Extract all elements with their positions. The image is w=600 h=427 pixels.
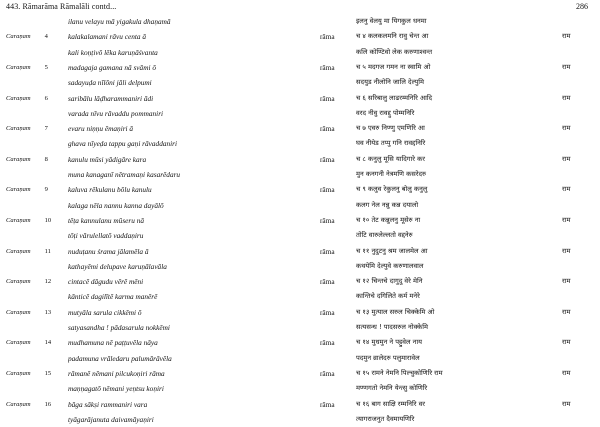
transliterated-line: cintacē dāgudu vērē mēni — [68, 277, 144, 287]
verse-row — [0, 14, 600, 29]
verse-row — [0, 335, 600, 350]
transliterated-line: rāmanē nēmani pilcukoṇiri rāma — [68, 368, 165, 378]
devanagari-line: वरद नीवु रावद्दु पोम्मनिरि — [356, 108, 415, 117]
devanagari-line: कथयेमि देल्पुवे करुणालवाल — [356, 261, 424, 270]
devanagari-line: कलि कोण्टिवो लेक करुणाश्वन्त — [356, 47, 433, 56]
devanagari-refrain: राम — [562, 154, 571, 163]
caranam-number: 4 — [44, 33, 48, 41]
devanagari-line: च १२ चिन्तचे दागुदु वेरे मेनि — [356, 277, 423, 286]
refrain-rama: rāma — [320, 307, 335, 317]
running-header: 443. Rāmarāma Rāmalāli contd... — [6, 2, 117, 11]
refrain-rama: rāma — [320, 32, 335, 42]
caranam-label — [6, 381, 62, 396]
caranam-number: 11 — [44, 247, 51, 255]
transliterated-line: kaluva rēkulanu bōlu kanulu — [68, 185, 152, 195]
transliterated-line: tēṭa kannulanu mūseru nā — [68, 215, 145, 225]
page-number: 286 — [576, 2, 588, 11]
devanagari-refrain: राम — [562, 399, 571, 408]
devanagari-line: च १६ बाग साक्षि रम्मनिरि वर — [356, 399, 426, 408]
caranam-word: Caraṇam — [6, 369, 31, 377]
transliterated-line: ilanu velayu mā yigakula dhaṇamā — [68, 17, 171, 26]
caranam-label — [6, 167, 62, 182]
verse-row — [0, 244, 600, 259]
devanagari-line: सत्यसन्ध ! पादसरुल नोक्केमि — [356, 323, 428, 331]
caranam-label — [6, 289, 62, 304]
refrain-rama: rāma — [320, 124, 335, 134]
transliterated-line: varada nīvu rāvaddu pommaniri — [68, 108, 164, 118]
devanagari-refrain: राम — [562, 185, 571, 194]
devanagari-line: च ७ एवरु निण्णु एमणिरि आ — [356, 124, 425, 133]
caranam-label — [6, 274, 62, 289]
transliterated-line: ghava nīyeḍa tappu gaṇi rāvaddaniri — [68, 139, 178, 149]
verse-row — [0, 91, 600, 106]
caranam-word: Caraṇam — [6, 155, 31, 163]
verse-row — [0, 274, 600, 289]
devanagari-line: च ५ मदगज गमन ना स्वामि ओ — [356, 62, 431, 71]
transliterated-line: sadayuḍa nīlōni jāli delpumi — [68, 78, 152, 88]
devanagari-line: च ६ सरिबालु लाढरम्मनिरि आदि — [356, 93, 433, 102]
devanagari-line: तोटि वारुलेल्लतो वद्दनेरु — [356, 231, 413, 240]
caranam-number: 10 — [44, 216, 52, 224]
caranam-word: Caraṇam — [6, 186, 31, 194]
devanagari-line: च १५ रामने नेमनि पिल्चुकोणिरि राम — [356, 368, 443, 377]
transliterated-line: muna kanaganī nētramaṇi kasarēdaru — [68, 170, 181, 179]
transliterated-line: madagaja gamana nā svāmi ō — [68, 62, 156, 72]
transliterated-line: bāga sākṣi rammaniri vara — [68, 399, 148, 409]
caranam-label — [6, 45, 62, 60]
verse-row — [0, 289, 600, 304]
caranam-label — [6, 60, 62, 75]
devanagari-line: इलनु वेलयु मा यिगकुल धनमा — [356, 17, 427, 25]
refrain-rama: rāma — [320, 185, 335, 195]
caranam-number: 9 — [44, 186, 48, 194]
caranam-label — [6, 259, 62, 274]
devanagari-line: च ११ नुदुटनु श्रम जालमेल आ — [356, 246, 428, 255]
devanagari-refrain: राम — [562, 277, 571, 286]
transliterated-line: satyasandha ! pādasarula nokkēmi — [68, 323, 170, 332]
devanagari-line: पदमुन व्रालेदरु पलुमारावेल — [356, 353, 420, 362]
devanagari-line: घव नीयेड तप्पु गनि रावद्दनिरि — [356, 139, 426, 148]
transliterated-line: saribālu lāḍharammaniri ādi — [68, 93, 154, 103]
caranam-number: 14 — [44, 339, 52, 347]
refrain-rama: rāma — [320, 338, 335, 348]
transliterated-line: kalakalamani rāvu centa ā — [68, 32, 147, 42]
refrain-rama: rāma — [320, 277, 335, 287]
refrain-rama: rāma — [320, 399, 335, 409]
transliterated-line: kathayēmi delupave karuṇālavāla — [68, 261, 167, 271]
caranam-word: Caraṇam — [6, 94, 31, 102]
verse-row — [0, 60, 600, 75]
verse-row — [0, 167, 600, 182]
verse-row — [0, 45, 600, 60]
devanagari-refrain: राम — [562, 246, 571, 255]
devanagari-line: मुन कनगनी नेत्रमणि कसरेदरु — [356, 170, 427, 178]
caranam-label — [6, 121, 62, 136]
caranam-word: Caraṇam — [6, 63, 31, 71]
caranam-word: Caraṇam — [6, 247, 31, 255]
caranam-word: Caraṇam — [6, 33, 31, 41]
caranam-label — [6, 198, 62, 213]
caranam-number: 15 — [44, 369, 52, 377]
transliterated-line: mutyāla sarula cikkēmi ō — [68, 307, 142, 317]
caranam-label — [6, 244, 62, 259]
refrain-rama: rāma — [320, 154, 335, 164]
devanagari-line: च ८ कनुलु मूसि यादिगारे कर — [356, 154, 425, 163]
verse-row — [0, 121, 600, 136]
caranam-label — [6, 397, 62, 412]
caranam-number: 7 — [44, 125, 48, 133]
verse-row — [0, 305, 600, 320]
devanagari-refrain: राम — [562, 93, 571, 102]
devanagari-refrain: राम — [562, 307, 571, 316]
caranam-label — [6, 29, 62, 44]
caranam-label — [6, 213, 62, 228]
caranam-word: Caraṇam — [6, 308, 31, 316]
verse-row — [0, 397, 600, 412]
verse-row — [0, 182, 600, 197]
caranam-label — [6, 320, 62, 335]
transliterated-line: nuduṭanu śrama jālamēla ā — [68, 246, 149, 256]
caranam-label — [6, 366, 62, 381]
caranam-number: 16 — [44, 400, 52, 408]
transliterated-line: tōṭi vārulellatō vaddaṇiru — [68, 231, 144, 241]
verse-row — [0, 152, 600, 167]
devanagari-line: मण्णगतो नेमनि येन्त्सु कोणिरि — [356, 384, 428, 393]
caranam-label — [6, 335, 62, 350]
verse-row — [0, 75, 600, 90]
verse-row — [0, 198, 600, 213]
caranam-word: Caraṇam — [6, 216, 31, 224]
caranam-number: 12 — [44, 278, 52, 286]
caranam-label — [6, 91, 62, 106]
refrain-rama: rāma — [320, 246, 335, 256]
caranam-label — [6, 152, 62, 167]
devanagari-line: च ९ कलुव रेकुलनु बोलु कनुलु — [356, 185, 428, 194]
caranam-label — [6, 305, 62, 320]
transliterated-line: padamuna vrāledaru palumārāvēla — [68, 353, 172, 363]
caranam-number: 5 — [44, 63, 48, 71]
caranam-word: Caraṇam — [6, 278, 31, 286]
refrain-rama: rāma — [320, 93, 335, 103]
caranam-label — [6, 182, 62, 197]
caranam-label — [6, 351, 62, 366]
devanagari-refrain: राम — [562, 215, 571, 224]
verse-row — [0, 136, 600, 151]
transliterated-line: tyāgarājanuta daivamāyaṇiri — [68, 414, 154, 424]
refrain-rama: rāma — [320, 215, 335, 225]
caranam-label — [6, 106, 62, 121]
caranam-label — [6, 228, 62, 243]
caranam-number: 8 — [44, 155, 48, 163]
verse-row — [0, 381, 600, 396]
devanagari-line: च ४ कलकलमनि रावु चेन्त आ — [356, 32, 429, 41]
verse-row — [0, 412, 600, 427]
transliterated-line: kanulu mūsi yādigāre kara — [68, 154, 147, 164]
devanagari-refrain: राम — [562, 62, 571, 71]
transliterated-line: evaru niṇṇu ēmaṇiri ā — [68, 124, 134, 134]
devanagari-refrain: राम — [562, 32, 571, 41]
caranam-number: 13 — [44, 308, 52, 316]
verse-row — [0, 320, 600, 335]
refrain-rama: rāma — [320, 368, 335, 378]
devanagari-refrain: राम — [562, 338, 571, 347]
caranam-word: Caraṇam — [6, 125, 31, 133]
caranam-word: Caraṇam — [6, 339, 31, 347]
devanagari-line: च १४ मुधमुन ने पट्टुवेल नाय — [356, 338, 423, 347]
verse-row — [0, 228, 600, 243]
devanagari-refrain: राम — [562, 368, 571, 377]
verse-row — [0, 106, 600, 121]
transliterated-line: kalaga nēla nannu kanna dayālō — [68, 200, 164, 210]
devanagari-line: च १० तेट कन्नुलनु मूसेरु ना — [356, 215, 421, 224]
devanagari-line: सदयुड नीलोनि जालि देल्पुमि — [356, 78, 424, 87]
verse-row — [0, 29, 600, 44]
transliterated-line: mudhamuna nē paṭṭuvēla nāya — [68, 338, 158, 348]
verse-row — [0, 351, 600, 366]
transliterated-line: maṇṇagatō nēmani yeṇtsu koṇiri — [68, 384, 164, 394]
caranam-label — [6, 75, 62, 90]
devanagari-refrain: राम — [562, 124, 571, 133]
caranam-label — [6, 136, 62, 151]
devanagari-line: कान्तिचे दगिलिते कर्म मनेरे — [356, 292, 420, 301]
verse-row — [0, 366, 600, 381]
caranam-word: Caraṇam — [6, 400, 31, 408]
verse-row — [0, 259, 600, 274]
caranam-label — [6, 412, 62, 427]
transliterated-line: kali koṇṭivō lēka karuṇāśvanta — [68, 47, 158, 57]
caranam-label — [6, 14, 62, 29]
refrain-rama: rāma — [320, 62, 335, 72]
devanagari-line: च १३ मुत्याल सरुल चिक्केमि ओ — [356, 307, 435, 316]
transliterated-line: kānticē dagilītē karma manērē — [68, 292, 158, 302]
devanagari-line: कलग नेल नन्नु कन्न दयालो — [356, 200, 419, 209]
verse-row — [0, 213, 600, 228]
devanagari-line: त्यागराजनुत दैवमायणिरि — [356, 414, 415, 423]
caranam-number: 6 — [44, 94, 48, 102]
